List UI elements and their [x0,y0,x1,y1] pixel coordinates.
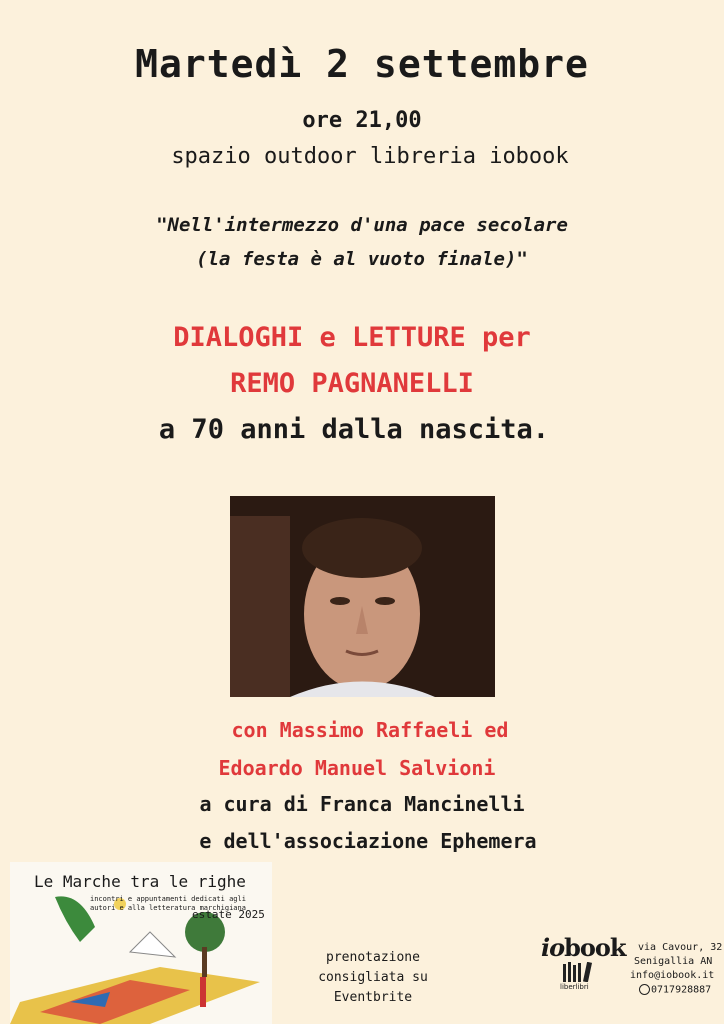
contact-email[interactable]: info@iobook.it [630,970,715,981]
guests-line-1: con Massimo Raffaeli ed [231,718,509,742]
reservation-line-1: prenotazione [326,950,420,965]
guests-line-2: Edoardo Manuel Salvioni [218,756,496,780]
address-street: via Cavour, 32 [638,942,723,953]
books-icon [563,962,593,982]
quote-line-2: (la festa è al vuoto finale)" [196,248,528,270]
title-line-3: a 70 anni dalla nascita. [158,414,550,445]
event-date: Martedì 2 settembre [135,42,589,86]
badge-year: estate 2025 [192,908,265,921]
reservation-line-2: consigliata su [318,970,428,985]
curated-line-2: e dell'associazione Ephemera [199,829,537,853]
address-city: Senigallia AN [634,956,713,967]
title-line-2: REMO PAGNANELLI [230,368,474,399]
badge-title: Le Marche tra le righe [34,872,246,891]
portrait-photo [230,496,495,697]
event-venue: spazio outdoor libreria iobook [171,144,569,169]
contact-phone[interactable]: 0717928887 [651,984,712,996]
iobook-logo: iobook [541,933,626,962]
badge-subtitle-2: autori e alla letteratura marchigiana [90,904,246,912]
event-time: ore 21,00 [302,108,422,133]
reservation-line-3: Eventbrite [333,990,413,1005]
whatsapp-icon [639,984,650,995]
title-line-1: DIALOGHI e LETTURE per [173,322,531,353]
logo-subtitle: liberlibri [560,983,589,991]
marche-tra-le-righe-badge [10,862,272,1024]
contact-phone-row [639,984,711,996]
curated-line-1: a cura di Franca Mancinelli [199,792,525,816]
badge-subtitle-1: incontri e appuntamenti dedicati agli [90,895,246,903]
quote-line-1: "Nell'intermezzo d'una pace secolare [156,214,568,236]
